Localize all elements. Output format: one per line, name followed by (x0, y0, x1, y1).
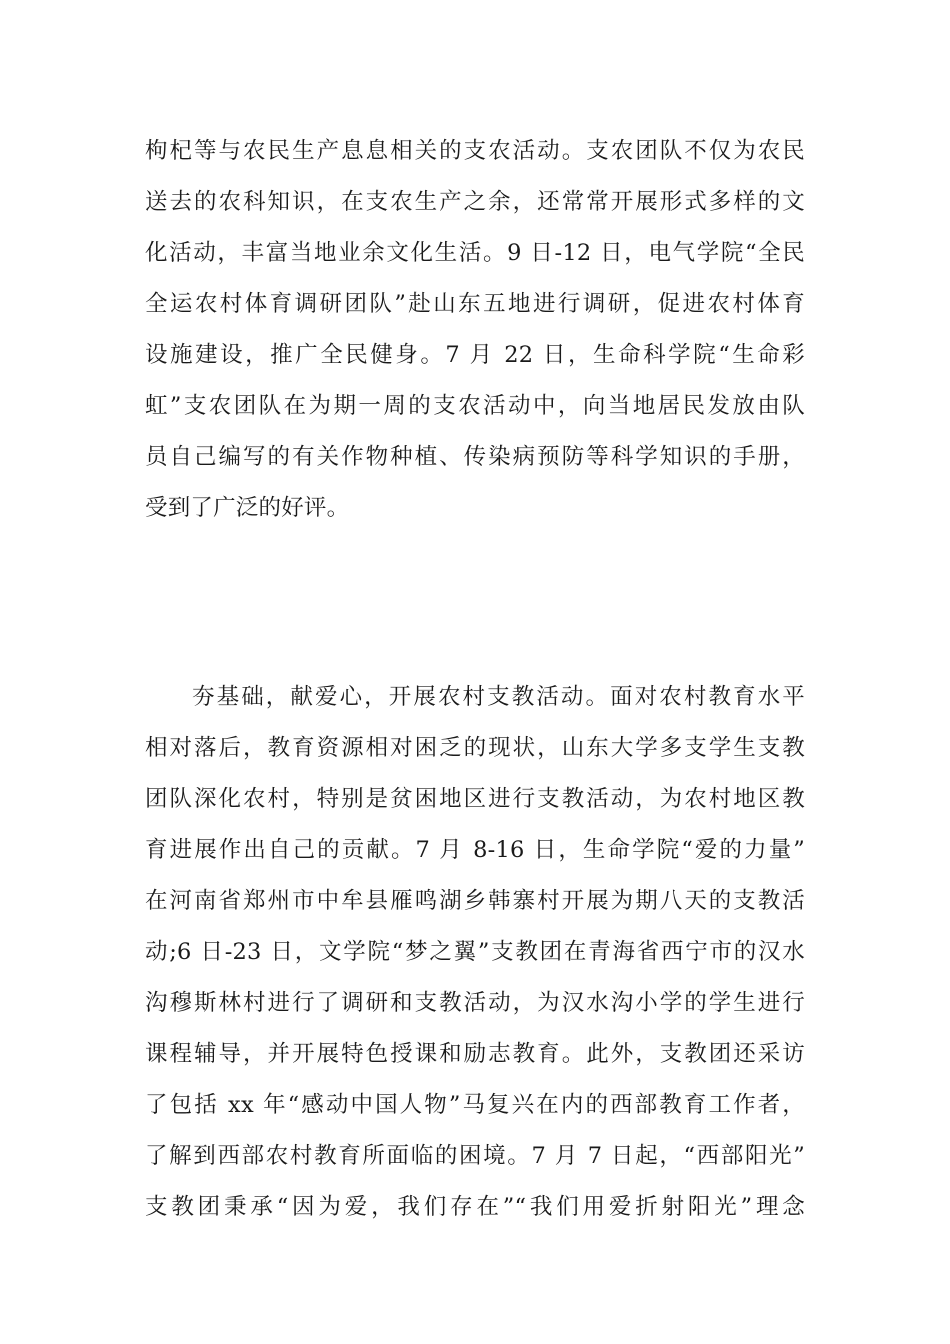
text-line: 虹”支农团队在为期一周的支农活动中，向当地居民发放由队 (145, 393, 805, 419)
paragraph-rural-support (145, 126, 805, 534)
text-line: 相对落后，教育资源相对困乏的现状，山东大学多支学生支教 (145, 735, 805, 761)
text-line: 枸杞等与农民生产息息相关的支农活动。支农团队不仅为农民 (145, 138, 805, 164)
text-line: 支教团秉承“因为爱，我们存在”“我们用爱折射阳光”理念 (145, 1194, 805, 1220)
text-line: 受到了广泛的好评。 (145, 495, 350, 521)
text-line: 育进展作出自己的贡献。7 月 8-16 日，生命学院“爱的力量” (145, 837, 805, 863)
text-line: 了包括 xx 年“感动中国人物”马复兴在内的西部教育工作者， (145, 1092, 805, 1118)
text-line: 动;6 日-23 日，文学院“梦之翼”支教团在青海省西宁市的汉水 (145, 939, 805, 965)
text-line: 课程辅导，并开展特色授课和励志教育。此外，支教团还采访 (145, 1041, 805, 1067)
text-line: 了解到西部农村教育所面临的困境。7 月 7 日起，“西部阳光” (145, 1143, 805, 1169)
text-line: 全运农村体育调研团队”赴山东五地进行调研，促进农村体育 (145, 291, 805, 317)
text-line: 送去的农科知识，在支农生产之余，还常常开展形式多样的文 (145, 189, 805, 215)
text-line: 化活动，丰富当地业余文化生活。9 日-12 日，电气学院“全民 (145, 240, 805, 266)
text-line: 在河南省郑州市中牟县雁鸣湖乡韩寨村开展为期八天的支教活 (145, 888, 805, 914)
paragraph-rural-teaching (145, 672, 805, 1233)
text-line: 夯基础，献爱心，开展农村支教活动。面对农村教育水平 (192, 684, 805, 710)
text-line: 团队深化农村，特别是贫困地区进行支教活动，为农村地区教 (145, 786, 805, 812)
text-line: 设施建设，推广全民健身。7 月 22 日，生命科学院“生命彩 (145, 342, 805, 368)
text-line: 员自己编写的有关作物种植、传染病预防等科学知识的手册， (145, 444, 805, 470)
text-line: 沟穆斯林村进行了调研和支教活动，为汉水沟小学的学生进行 (145, 990, 805, 1016)
